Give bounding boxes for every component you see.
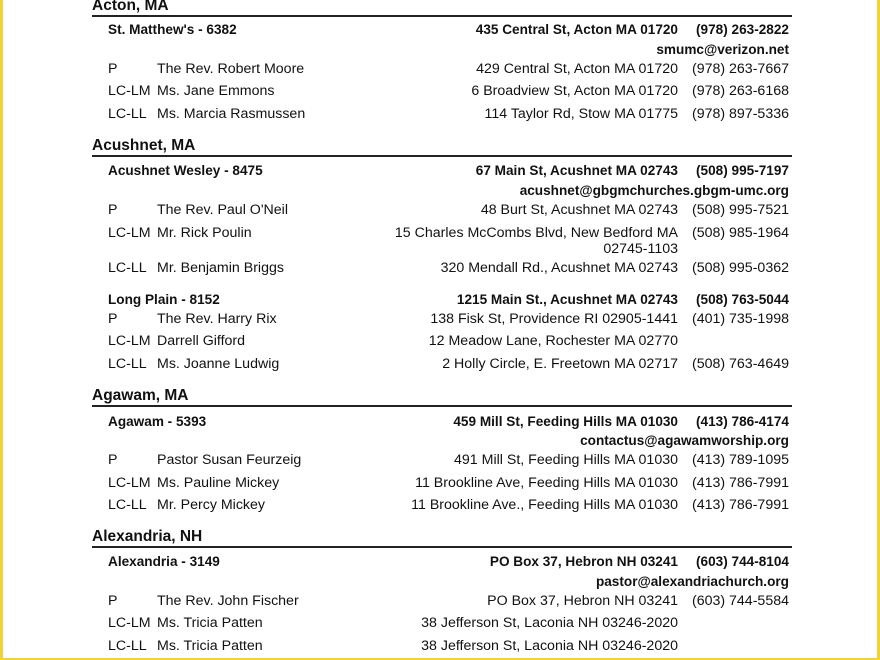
- person-address: 2 Holly Circle, E. Freetown MA 02717: [442, 356, 678, 372]
- person-name: Ms. Joanne Ludwig: [157, 356, 280, 372]
- person-phone: (413) 786-7991: [691, 497, 789, 513]
- person-phone: (603) 744-5584: [691, 593, 789, 609]
- role-code: LC-LL: [108, 497, 147, 513]
- person-address: 429 Central St, Acton MA 01720: [476, 61, 678, 77]
- role-code: LC-LL: [108, 106, 147, 122]
- person-name: Darrell Gifford: [157, 333, 246, 349]
- person-address: 48 Burt St, Acushnet MA 02743: [480, 202, 678, 218]
- person-name: Mr. Benjamin Briggs: [157, 260, 284, 276]
- church-name: Alexandria - 3149: [108, 554, 220, 569]
- role-code: P: [108, 311, 118, 327]
- church-address: 1215 Main St., Acushnet MA 02743: [456, 292, 678, 307]
- person-name: The Rev. John Fischer: [157, 593, 299, 609]
- person-address: 138 Fisk St, Providence RI 02905-1441: [430, 311, 678, 327]
- town-heading: Acton, MA: [92, 0, 792, 17]
- role-code: LC-LL: [108, 260, 147, 276]
- person-address-line2: 02745-1103: [603, 241, 678, 257]
- person-name: Pastor Susan Feurzeig: [157, 452, 302, 468]
- person-phone: (413) 786-7991: [691, 475, 789, 491]
- church-email: acushnet@gbgmchurches.gbgm-umc.org: [519, 183, 789, 198]
- person-name: The Rev. Robert Moore: [157, 61, 305, 77]
- person-address: 6 Broadview St, Acton MA 01720: [471, 83, 678, 99]
- town-heading: Alexandria, NH: [92, 528, 792, 548]
- person-name: Ms. Tricia Patten: [157, 638, 263, 654]
- church-address: 459 Mill St, Feeding Hills MA 01030: [453, 414, 678, 429]
- town-heading: Acushnet, MA: [92, 137, 792, 157]
- role-code: LC-LL: [108, 356, 147, 372]
- person-phone: (401) 735-1998: [691, 311, 789, 327]
- role-code: LC-LM: [108, 83, 151, 99]
- person-phone: (508) 995-7521: [691, 202, 789, 218]
- role-code: LC-LM: [108, 475, 151, 491]
- person-address: 38 Jefferson St, Laconia NH 03246-2020: [421, 638, 678, 654]
- page-border-left: [0, 0, 3, 660]
- person-address: 12 Meadow Lane, Rochester MA 02770: [428, 333, 678, 349]
- person-phone: (978) 263-7667: [691, 61, 789, 77]
- role-code: P: [108, 61, 118, 77]
- church-name: Acushnet Wesley - 8475: [108, 163, 263, 178]
- church-email: smumc@verizon.net: [656, 42, 789, 57]
- church-phone: (978) 263-2822: [696, 22, 789, 37]
- church-address: 67 Main St, Acushnet MA 02743: [475, 163, 678, 178]
- church-email: pastor@alexandriachurch.org: [595, 574, 789, 589]
- church-phone: (508) 763-5044: [696, 292, 789, 307]
- role-code: P: [108, 452, 118, 468]
- church-phone: (603) 744-8104: [696, 554, 789, 569]
- person-name: Ms. Marcia Rasmussen: [157, 106, 306, 122]
- person-address: 114 Taylor Rd, Stow MA 01775: [484, 106, 678, 122]
- person-address: PO Box 37, Hebron NH 03241: [487, 593, 678, 609]
- role-code: P: [108, 202, 118, 218]
- role-code: LC-LL: [108, 638, 147, 654]
- church-address: PO Box 37, Hebron NH 03241: [489, 554, 678, 569]
- church-phone: (413) 786-4174: [696, 414, 789, 429]
- person-address: 15 Charles McCombs Blvd, New Bedford MA: [394, 225, 678, 241]
- person-address: 320 Mendall Rd., Acushnet MA 02743: [440, 260, 678, 276]
- person-phone: (508) 995-0362: [691, 260, 789, 276]
- role-code: LC-LM: [108, 615, 151, 631]
- person-address: 11 Brookline Ave, Feeding Hills MA 01030: [415, 475, 678, 491]
- church-name: St. Matthew's - 6382: [108, 22, 237, 37]
- church-phone: (508) 995-7197: [696, 163, 789, 178]
- person-phone: (508) 985-1964: [691, 225, 789, 241]
- person-name: The Rev. Harry Rix: [157, 311, 277, 327]
- person-name: The Rev. Paul O'Neil: [157, 202, 288, 218]
- person-name: Ms. Jane Emmons: [157, 83, 275, 99]
- person-name: Mr. Percy Mickey: [157, 497, 265, 513]
- person-name: Ms. Tricia Patten: [157, 615, 263, 631]
- person-phone: (978) 897-5336: [691, 106, 789, 122]
- person-address: 491 Mill St, Feeding Hills MA 01030: [454, 452, 678, 468]
- role-code: LC-LM: [108, 225, 151, 241]
- person-address: 38 Jefferson St, Laconia NH 03246-2020: [421, 615, 678, 631]
- person-address: 11 Brookline Ave., Feeding Hills MA 01030: [411, 497, 678, 513]
- role-code: P: [108, 593, 118, 609]
- person-phone: (508) 763-4649: [691, 356, 789, 372]
- person-name: Ms. Pauline Mickey: [157, 475, 280, 491]
- town-heading: Agawam, MA: [92, 387, 792, 407]
- church-address: 435 Central St, Acton MA 01720: [475, 22, 678, 37]
- church-name: Long Plain - 8152: [108, 292, 220, 307]
- role-code: LC-LM: [108, 333, 151, 349]
- church-email: contactus@agawamworship.org: [580, 433, 789, 448]
- church-name: Agawam - 5393: [108, 414, 207, 429]
- person-phone: (978) 263-6168: [691, 83, 789, 99]
- person-name: Mr. Rick Poulin: [157, 225, 252, 241]
- person-phone: (413) 789-1095: [691, 452, 789, 468]
